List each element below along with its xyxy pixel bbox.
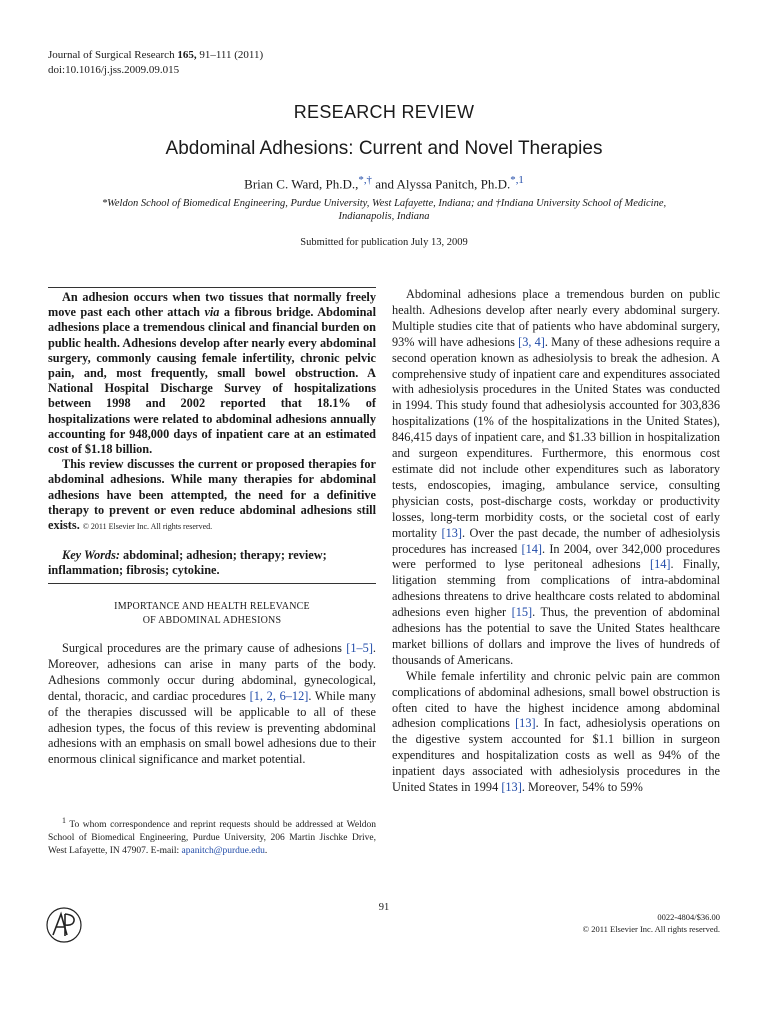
journal-name: Journal of Surgical Research (48, 49, 175, 61)
page-number: 91 (378, 902, 390, 913)
citation-link[interactable]: [3, 4] (518, 334, 545, 349)
journal-pages-year: 91–111 (2011) (199, 49, 264, 61)
author-2: and Alyssa Panitch, Ph.D. (375, 176, 511, 192)
journal-citation (48, 48, 263, 78)
abstract-paragraph-2: This review discusses the current or proposed therapies for abdominal adhesions. While many therapies for abdominal adhesions have been attempted, the need for a definitive therapy to prevent or even reduce abdominal adhesions still exists. © 2011 Elsevier Inc. All rights reserved. (48, 457, 376, 533)
abstract-paragraph-1: An adhesion occurs when two tissues that normally freely move past each other attach via a fibrous bridge. Abdominal adhesions place a tremendous clinical and financial burden on public health. Adhesions develop after nearly every abdominal surgery, commonly causing female infertility, chronic pelvic pain, and, most frequently, small bowel obstruction. A National Hospital Discharge Survey of hospitalizations between 1998 and 2002 reported that 18.1% of hospitalizations were related to abdominal adhesions annually accounting for 948,000 days of inpatient care at an estimated cost of $1.18 billion. (48, 290, 376, 457)
right-body (392, 287, 720, 796)
citation-link[interactable]: [13] (501, 780, 522, 795)
author-2-marks[interactable]: *,1 (510, 174, 524, 186)
journal-volume: 165, (177, 49, 197, 61)
left-paragraph-1: Surgical procedures are the primary cause of adhesions [1–5]. Moreover, adhesions can arise in many parts of the body. Adhesions commonly occur during abdominal, gynecological, dental, thoracic, and cardiac procedures [1, 2, 6–12]. While many of the therapies discussed will be applicable to all of these adhesion types, the focus of this review is preventing abdominal adhesions with an emphasis on small bowel adhesions due to their enormous clinical significance and market potential. (48, 641, 376, 767)
footnote-text: To whom correspondence and reprint requests should be addressed at Weldon School of Biomedical Engineering, Purdue University, 206 Martin Jischke Drive, West Lafayette, IN 47907. E-mail: (48, 820, 376, 857)
citation-link[interactable]: [13] (441, 525, 463, 540)
keywords-label: Key Words: (62, 548, 120, 562)
citation-link[interactable]: [14] (521, 541, 543, 556)
keywords-text: abdominal; adhesion; therapy; review; inflammation; fibrosis; cytokine. (48, 548, 327, 578)
citation-link[interactable]: [14] (649, 557, 671, 572)
abstract-bottom-rule (48, 583, 376, 584)
right-paragraph-1: Abdominal adhesions place a tremendous burden on public health. Adhesions develop after nearly every abdominal surgery. Multiple studies cite that of patients who have abdominal surgery, 93% will have adhesions [3, 4]. Many of these adhesions require a second operation known as adhesiolysis to break the adhesion. A comprehensive study of inpatient care and expenditures associated with adhesiolysis procedures in the United States was conducted in 1994. This study found that adhesiolysis accounted for 303,836 hospitalizations (1% of the hospitalizations in the United States), 846,415 days of inpatient care, and $1.33 billion in hospitalization and surgeon expenditures. Furthermore, this enormous cost estimate did not include other expenditures such as laboratory tests, endoscopies, imaging, ambulance service, consulting physician costs, post-discharge costs, workday or productivity losses, long-term morbidity costs, or the societal cost of early mortality [13]. Over the past decade, the number of adhesiolysis procedures has increased [14]. In 2004, over 342,000 procedures were performed to lyse peritoneal adhesions [14]. Finally, litigation stemming from complications of intra-abdominal adhesions threatens to drive healthcare costs related to abdominal adhesions even higher [15]. Thus, the prevention of abdominal adhesions has the potential to save the United States healthcare market billions of dollars and improve the lives of hundreds of thousands of Americans. (392, 287, 721, 667)
author-1-marks[interactable]: *,† (358, 174, 372, 186)
issn-copyright (583, 912, 720, 935)
citation-link[interactable]: [13] (515, 716, 536, 731)
issn: 0022-4804/$36.00 (657, 912, 720, 922)
left-body (48, 641, 376, 768)
citation-link[interactable]: [15] (511, 605, 533, 620)
citation-link[interactable]: [1, 2, 6–12] (249, 688, 309, 703)
right-paragraph-2: While female infertility and chronic pelvic pain are common complications of abdominal adhesions, small bowel obstruction is often cited to have the highest incidence among abdominal adhesion complications [13]. In fact, adhesiolysis operations on the digestive system accounted for $1.1 billion in surgeon expenditures and hospitalization costs as well as 94% of the inpatient days associated with adhesiolysis procedures in the United States in 1994 [13]. Moreover, 54% to 59% (392, 668, 720, 795)
article-title: Abdominal Adhesions: Current and Novel Therapies (165, 138, 603, 159)
abstract-copyright: © 2011 Elsevier Inc. All rights reserved. (82, 522, 213, 532)
footnote-mark: 1 (62, 816, 66, 825)
doi[interactable]: doi:10.1016/j.jss.2009.09.015 (48, 64, 180, 76)
email-link[interactable]: apanitch@purdue.edu (181, 846, 265, 857)
abstract-via: via (204, 305, 220, 320)
footer-copyright: © 2011 Elsevier Inc. All rights reserved. (582, 923, 720, 934)
abstract (48, 290, 376, 534)
section-heading: IMPORTANCE AND HEALTH RELEVANCE OF ABDOMINAL ADHESIONS (114, 601, 310, 626)
submission-date: Submitted for publication July 13, 2009 (300, 237, 468, 248)
author-1: Brian C. Ward, Ph.D., (244, 176, 359, 192)
article-type: RESEARCH REVIEW (293, 102, 475, 122)
abstract-top-rule (48, 287, 376, 288)
affiliation: *Weldon School of Biomedical Engineering, Purdue University, West Lafayette, Indiana; and †Indiana University School of Medicine, Indianapolis, Indiana (101, 198, 667, 222)
footnote: $^1$ To whom correspondence and reprint requests should be addressed at Weldon School of Biomedical Engineering, Purdue University, 206 Martin Jischke Drive, West Lafayette, IN 47907. E-mail: apanitch@purdue.edu. (48, 816, 376, 857)
authors (0, 174, 768, 192)
citation-link[interactable]: [1–5] (346, 641, 373, 655)
keywords (48, 548, 376, 578)
